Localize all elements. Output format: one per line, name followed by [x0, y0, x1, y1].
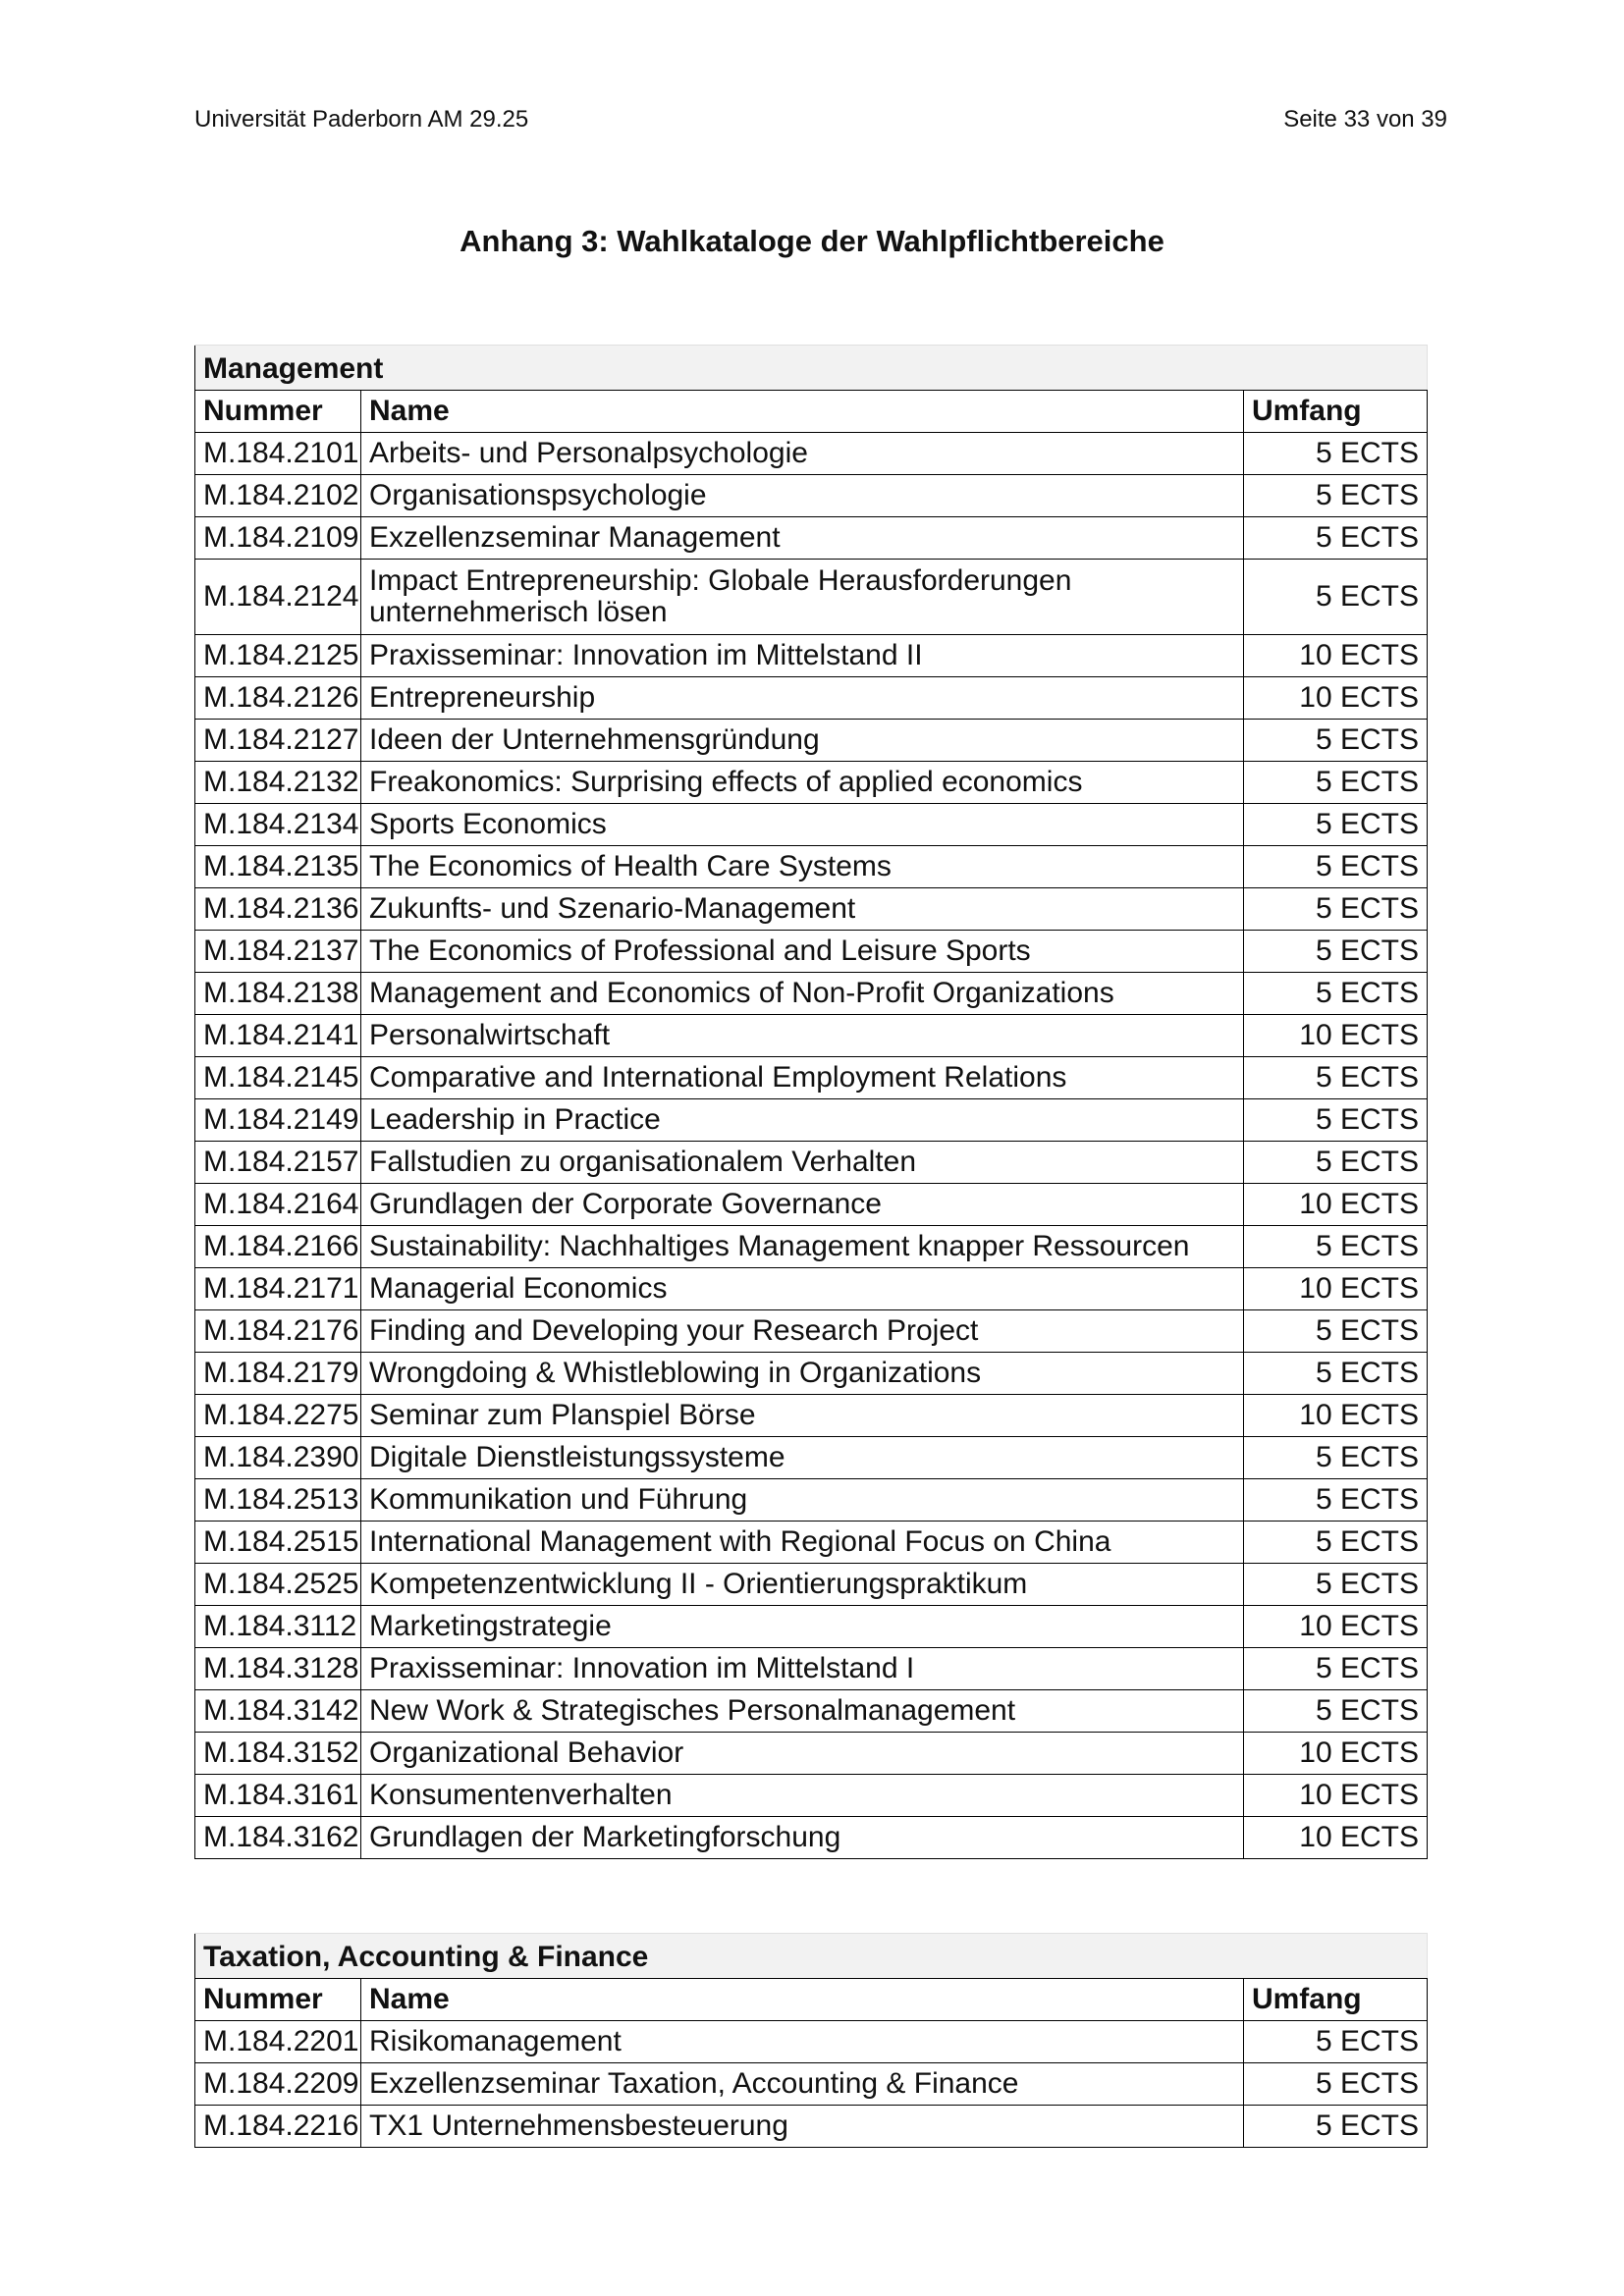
module-name: The Economics of Professional and Leisure Sports [361, 931, 1244, 973]
module-number: M.184.2149 [195, 1099, 361, 1142]
module-number: M.184.3162 [195, 1817, 361, 1859]
module-name: Kompetenzentwicklung II - Orientierungspraktikum [361, 1564, 1244, 1606]
table-row [195, 762, 1428, 804]
page-header-left: Universität Paderborn AM 29.25 [194, 106, 529, 133]
catalog-title: Taxation, Accounting & Finance [195, 1934, 1428, 1979]
table-row [195, 720, 1428, 762]
column-header-amount: Umfang [1243, 391, 1427, 433]
module-name: Arbeits- und Personalpsychologie [361, 433, 1244, 475]
module-ects: 5 ECTS [1243, 560, 1427, 635]
table-row [195, 1564, 1428, 1606]
module-number: M.184.2515 [195, 1522, 361, 1564]
module-ects: 5 ECTS [1243, 846, 1427, 888]
module-number: M.184.3161 [195, 1775, 361, 1817]
module-number: M.184.2124 [195, 560, 361, 635]
module-number: M.184.2275 [195, 1395, 361, 1437]
table-row [195, 1310, 1428, 1353]
catalog-management [194, 345, 1428, 1859]
column-header-row [195, 391, 1428, 433]
module-ects: 5 ECTS [1243, 720, 1427, 762]
module-number: M.184.2101 [195, 433, 361, 475]
module-number: M.184.2125 [195, 635, 361, 677]
page-number: Seite 33 von 39 [1283, 106, 1447, 133]
module-number: M.184.3128 [195, 1648, 361, 1690]
column-header-row [195, 1979, 1428, 2021]
module-number: M.184.2390 [195, 1437, 361, 1479]
module-name: Personalwirtschaft [361, 1015, 1244, 1057]
table-row [195, 1226, 1428, 1268]
module-name: Risikomanagement [361, 2021, 1244, 2063]
table-row [195, 1690, 1428, 1733]
module-number: M.184.2138 [195, 973, 361, 1015]
module-number: M.184.2157 [195, 1142, 361, 1184]
table-row [195, 1437, 1428, 1479]
module-name: Organizational Behavior [361, 1733, 1244, 1775]
module-name: New Work & Strategisches Personalmanagement [361, 1690, 1244, 1733]
module-name: Konsumentenverhalten [361, 1775, 1244, 1817]
module-number: M.184.2141 [195, 1015, 361, 1057]
module-number: M.184.2109 [195, 517, 361, 560]
document-title: Anhang 3: Wahlkataloge der Wahlpflichtbereiche [460, 224, 1164, 258]
module-ects: 10 ECTS [1243, 1015, 1427, 1057]
module-ects: 5 ECTS [1243, 1522, 1427, 1564]
table-row [195, 2021, 1428, 2063]
module-ects: 5 ECTS [1243, 433, 1427, 475]
module-number: M.184.2171 [195, 1268, 361, 1310]
module-ects: 5 ECTS [1243, 1310, 1427, 1353]
table-row [195, 1015, 1428, 1057]
module-name: Managerial Economics [361, 1268, 1244, 1310]
module-number: M.184.2145 [195, 1057, 361, 1099]
module-name: Freakonomics: Surprising effects of applied economics [361, 762, 1244, 804]
column-header-number: Nummer [195, 1979, 361, 2021]
module-ects: 5 ECTS [1243, 1690, 1427, 1733]
module-ects: 5 ECTS [1243, 1437, 1427, 1479]
module-ects: 10 ECTS [1243, 1268, 1427, 1310]
module-number: M.184.2201 [195, 2021, 361, 2063]
module-ects: 5 ECTS [1243, 475, 1427, 517]
column-header-number: Nummer [195, 391, 361, 433]
module-number: M.184.2216 [195, 2106, 361, 2148]
table-row [195, 973, 1428, 1015]
table-row [195, 1648, 1428, 1690]
table-row [195, 1268, 1428, 1310]
module-name: Zukunfts- und Szenario-Management [361, 888, 1244, 931]
table-row [195, 677, 1428, 720]
table-row [195, 1057, 1428, 1099]
module-number: M.184.2209 [195, 2063, 361, 2106]
catalog-table [194, 345, 1428, 1859]
module-ects: 10 ECTS [1243, 1184, 1427, 1226]
module-number: M.184.2164 [195, 1184, 361, 1226]
table-row [195, 475, 1428, 517]
catalog-table [194, 1933, 1428, 2148]
module-name: Praxisseminar: Innovation im Mittelstand I [361, 1648, 1244, 1690]
column-header-name: Name [361, 391, 1244, 433]
module-number: M.184.2176 [195, 1310, 361, 1353]
module-number: M.184.2179 [195, 1353, 361, 1395]
module-number: M.184.2137 [195, 931, 361, 973]
module-ects: 5 ECTS [1243, 2106, 1427, 2148]
table-row [195, 517, 1428, 560]
module-ects: 5 ECTS [1243, 973, 1427, 1015]
module-name: Praxisseminar: Innovation im Mittelstand II [361, 635, 1244, 677]
module-name: Comparative and International Employment Relations [361, 1057, 1244, 1099]
module-ects: 10 ECTS [1243, 1395, 1427, 1437]
module-number: M.184.2132 [195, 762, 361, 804]
module-ects: 5 ECTS [1243, 1099, 1427, 1142]
module-ects: 5 ECTS [1243, 1057, 1427, 1099]
table-row [195, 1606, 1428, 1648]
module-number: M.184.2135 [195, 846, 361, 888]
module-name: The Economics of Health Care Systems [361, 846, 1244, 888]
module-number: M.184.2136 [195, 888, 361, 931]
table-row [195, 2106, 1428, 2148]
module-name: Digitale Dienstleistungssysteme [361, 1437, 1244, 1479]
module-number: M.184.3112 [195, 1606, 361, 1648]
table-row [195, 931, 1428, 973]
module-ects: 5 ECTS [1243, 1226, 1427, 1268]
table-row [195, 1479, 1428, 1522]
module-number: M.184.3152 [195, 1733, 361, 1775]
module-name: Sports Economics [361, 804, 1244, 846]
module-name: Fallstudien zu organisationalem Verhalten [361, 1142, 1244, 1184]
module-name: Leadership in Practice [361, 1099, 1244, 1142]
module-ects: 5 ECTS [1243, 762, 1427, 804]
table-row [195, 1817, 1428, 1859]
module-name: Grundlagen der Corporate Governance [361, 1184, 1244, 1226]
module-name: Finding and Developing your Research Project [361, 1310, 1244, 1353]
table-row [195, 1142, 1428, 1184]
module-name: Impact Entrepreneurship: Globale Herausforderungen unternehmerisch lösen [361, 560, 1244, 635]
module-ects: 5 ECTS [1243, 931, 1427, 973]
module-name: Exzellenzseminar Management [361, 517, 1244, 560]
table-row [195, 1522, 1428, 1564]
module-name: Ideen der Unternehmensgründung [361, 720, 1244, 762]
table-row [195, 1395, 1428, 1437]
table-row [195, 1184, 1428, 1226]
module-name: Wrongdoing & Whistleblowing in Organizations [361, 1353, 1244, 1395]
module-ects: 5 ECTS [1243, 1479, 1427, 1522]
table-row [195, 2063, 1428, 2106]
module-name: Grundlagen der Marketingforschung [361, 1817, 1244, 1859]
table-row [195, 1775, 1428, 1817]
table-row [195, 846, 1428, 888]
table-row [195, 1353, 1428, 1395]
module-name: Exzellenzseminar Taxation, Accounting & Finance [361, 2063, 1244, 2106]
module-name: TX1 Unternehmensbesteuerung [361, 2106, 1244, 2148]
module-number: M.184.2166 [195, 1226, 361, 1268]
module-ects: 5 ECTS [1243, 804, 1427, 846]
module-ects: 5 ECTS [1243, 1648, 1427, 1690]
module-name: Kommunikation und Führung [361, 1479, 1244, 1522]
module-ects: 5 ECTS [1243, 517, 1427, 560]
module-number: M.184.2134 [195, 804, 361, 846]
module-name: Seminar zum Planspiel Börse [361, 1395, 1244, 1437]
module-name: Management and Economics of Non-Profit Organizations [361, 973, 1244, 1015]
module-name: Marketingstrategie [361, 1606, 1244, 1648]
catalog-title: Management [195, 346, 1428, 391]
module-ects: 5 ECTS [1243, 1564, 1427, 1606]
module-number: M.184.2525 [195, 1564, 361, 1606]
module-ects: 5 ECTS [1243, 1353, 1427, 1395]
module-number: M.184.2102 [195, 475, 361, 517]
column-header-amount: Umfang [1243, 1979, 1427, 2021]
module-ects: 5 ECTS [1243, 2063, 1427, 2106]
module-name: Entrepreneurship [361, 677, 1244, 720]
module-number: M.184.2126 [195, 677, 361, 720]
column-header-name: Name [361, 1979, 1244, 2021]
table-row [195, 1733, 1428, 1775]
table-row [195, 635, 1428, 677]
table-row [195, 433, 1428, 475]
table-row [195, 888, 1428, 931]
module-ects: 5 ECTS [1243, 888, 1427, 931]
module-ects: 10 ECTS [1243, 1817, 1427, 1859]
module-number: M.184.2127 [195, 720, 361, 762]
module-ects: 10 ECTS [1243, 677, 1427, 720]
module-name: Organisationspsychologie [361, 475, 1244, 517]
module-number: M.184.2513 [195, 1479, 361, 1522]
module-name: International Management with Regional Focus on China [361, 1522, 1244, 1564]
module-ects: 10 ECTS [1243, 635, 1427, 677]
table-row [195, 1099, 1428, 1142]
module-ects: 5 ECTS [1243, 2021, 1427, 2063]
module-number: M.184.3142 [195, 1690, 361, 1733]
module-name: Sustainability: Nachhaltiges Management knapper Ressourcen [361, 1226, 1244, 1268]
module-ects: 10 ECTS [1243, 1775, 1427, 1817]
module-ects: 10 ECTS [1243, 1733, 1427, 1775]
table-row [195, 804, 1428, 846]
module-ects: 10 ECTS [1243, 1606, 1427, 1648]
table-row [195, 560, 1428, 635]
catalog-taxation-accounting-finance [194, 1933, 1428, 2148]
module-ects: 5 ECTS [1243, 1142, 1427, 1184]
